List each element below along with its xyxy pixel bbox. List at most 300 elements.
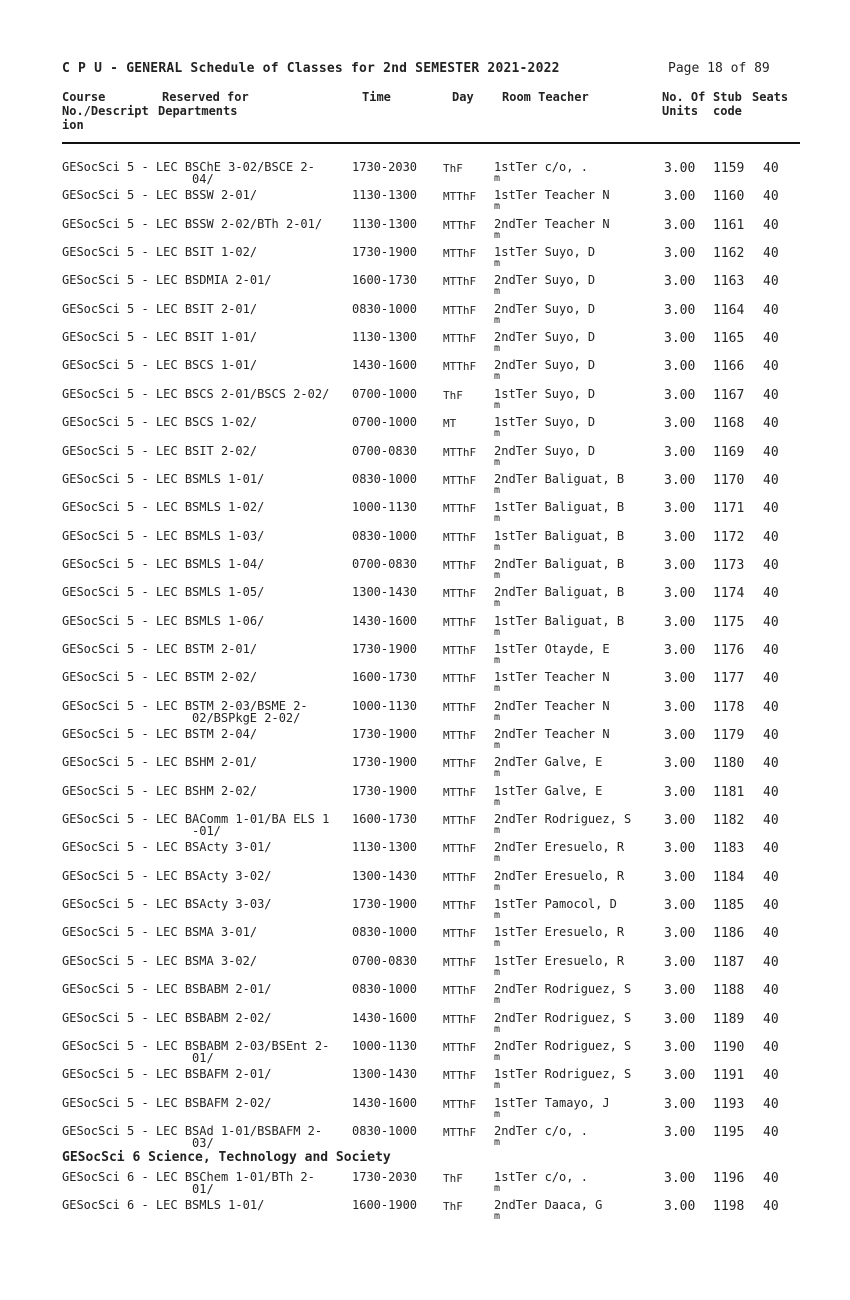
cell-seats: 40 [763,869,779,885]
cell-seats: 40 [763,189,779,205]
cell-day: ThF [443,388,463,402]
col-header-units-line1: No. Of [662,90,706,104]
cell-room-wrap: m [494,456,501,468]
table-row [0,330,850,358]
cell-units: 3.00 [664,557,696,573]
cell-room-teacher: 1stTer Baliguat, B [494,613,625,628]
table-row [0,273,850,301]
cell-day: MTThF [443,672,477,686]
cell-room-teacher: 2ndTer Teacher N [494,698,610,713]
table-row [0,1198,850,1226]
cell-stub-code: 1162 [713,246,745,262]
cell-course: GESocSci 5 - LEC BSActy 3-02/ [62,868,272,883]
cell-units: 3.00 [664,387,696,403]
cell-course-cont: 01/ [192,1050,214,1065]
cell-seats: 40 [763,699,779,715]
col-header-stub-line1: Stub [713,90,742,104]
cell-day: MTThF [443,927,477,941]
cell-time: 1430-1600 [352,613,418,628]
cell-units: 3.00 [664,756,696,772]
cell-time: 0700-0830 [352,443,418,458]
cell-room-wrap: m [494,881,501,893]
cell-time: 1730-2030 [352,1170,418,1184]
cell-room-teacher: 1stTer Tamayo, J [494,1095,610,1110]
col-header-reserved [162,90,249,104]
cell-day: MTThF [443,1125,477,1139]
cell-seats: 40 [763,1096,779,1112]
cell-room-wrap: m [494,314,501,326]
col-header-course-line2: No./Descript [62,104,149,118]
cell-units: 3.00 [664,217,696,233]
cell-day: MTThF [443,785,477,799]
cell-time: 1730-1900 [352,727,418,741]
cell-time: 1300-1430 [352,868,418,883]
cell-seats: 40 [763,161,779,176]
cell-stub-code: 1193 [713,1096,745,1112]
cell-units: 3.00 [664,1039,696,1055]
cell-room-teacher: 2ndTer c/o, . [494,1123,588,1138]
cell-day: MTThF [443,502,477,516]
cell-stub-code: 1166 [713,359,745,375]
cell-room-wrap: m [494,626,501,638]
table-row [0,160,850,188]
cell-course: GESocSci 5 - LEC BSCS 2-01/BSCS 2-02/ [62,386,330,401]
cell-room-teacher: 2ndTer Rodriguez, S [494,812,632,827]
cell-course: GESocSci 5 - LEC BSBAFM 2-01/ [62,1067,272,1082]
cell-day: MTThF [443,445,477,459]
cell-seats: 40 [763,841,779,857]
cell-units: 3.00 [664,642,696,658]
cell-room-teacher: 2ndTer Teacher N [494,216,610,231]
cell-time: 0830-1000 [352,982,418,997]
cell-course: GESocSci 5 - LEC BSMLS 1-06/ [62,613,265,628]
table-row [0,699,850,727]
table-row [0,1096,850,1124]
cell-stub-code: 1167 [713,387,745,403]
cell-stub-code: 1185 [713,898,745,914]
cell-stub-code: 1195 [713,1124,745,1140]
cell-room-teacher: 1stTer Rodriguez, S [494,1067,632,1082]
cell-time: 0700-0830 [352,556,418,571]
table-row [0,529,850,557]
table-row [0,444,850,472]
cell-room-wrap: m [494,1136,501,1148]
cell-room-teacher: 2ndTer Suyo, D [494,443,596,458]
cell-day: MTThF [443,360,477,374]
cell-seats: 40 [763,926,779,942]
cell-units: 3.00 [664,728,696,743]
table-row [0,500,850,528]
cell-course: GESocSci 5 - LEC BSBABM 2-02/ [62,1010,272,1025]
table-row [0,1011,850,1039]
table-row [0,302,850,330]
cell-time: 1130-1300 [352,188,418,203]
cell-course-cont: 02/BSPkgE 2-02/ [192,710,301,725]
cell-stub-code: 1169 [713,444,745,460]
col-header-stub-line2: code [713,104,742,118]
cell-day: MTThF [443,332,477,346]
cell-stub-code: 1196 [713,1171,745,1186]
cell-time: 1430-1600 [352,1095,418,1110]
cell-room-teacher: 2ndTer Teacher N [494,727,610,741]
cell-course: GESocSci 5 - LEC BSBAFM 2-02/ [62,1095,272,1110]
cell-day: MTThF [443,643,477,657]
cell-seats: 40 [763,1124,779,1140]
cell-day: MTThF [443,247,477,261]
cell-seats: 40 [763,813,779,829]
cell-stub-code: 1191 [713,1068,745,1084]
cell-room-teacher: 1stTer Pamocol, D [494,897,617,912]
cell-stub-code: 1178 [713,699,745,715]
cell-course: GESocSci 5 - LEC BSMA 3-01/ [62,925,258,940]
cell-room-wrap: m [494,513,501,525]
cell-room-wrap: m [494,1080,501,1092]
cell-day: MTThF [443,814,477,828]
cell-course: GESocSci 5 - LEC BSAd 1-01/BSBAFM 2- [62,1123,323,1138]
cell-room-teacher: 1stTer c/o, . [494,1170,588,1184]
cell-course: GESocSci 5 - LEC BSTM 2-01/ [62,641,258,656]
table-row [0,1124,850,1152]
cell-room-teacher: 1stTer Otayde, E [494,641,610,656]
cell-day: ThF [443,1172,463,1185]
cell-course: GESocSci 5 - LEC BSIT 2-02/ [62,443,258,458]
cell-day: MTThF [443,1069,477,1083]
cell-seats: 40 [763,359,779,375]
cell-day: MTThF [443,757,477,771]
table-row [0,245,850,273]
cell-course-cont: -01/ [192,824,221,839]
cell-time: 1000-1130 [352,500,418,515]
cell-room-wrap: m [494,1183,501,1194]
cell-course: GESocSci 5 - LEC BSMLS 1-03/ [62,528,265,543]
cell-units: 3.00 [664,274,696,290]
cell-room-teacher: 1stTer Eresuelo, R [494,953,625,968]
cell-day: MTThF [443,190,477,204]
cell-units: 3.00 [664,529,696,545]
cell-units: 3.00 [664,472,696,488]
cell-time: 1730-2030 [352,160,418,174]
cell-time: 1130-1300 [352,840,418,855]
cell-units: 3.00 [664,671,696,687]
cell-room-wrap: m [494,484,501,496]
cell-room-teacher: 1stTer Galve, E [494,783,603,798]
cell-room-teacher: 1stTer Suyo, D [494,415,596,430]
cell-seats: 40 [763,331,779,347]
cell-day: MTThF [443,473,477,487]
cell-day: MTThF [443,842,477,856]
cell-course-cont: 04/ [192,172,214,186]
cell-stub-code: 1165 [713,331,745,347]
cell-stub-code: 1161 [713,217,745,233]
cell-day: MTThF [443,1097,477,1111]
cell-time: 1300-1430 [352,1067,418,1082]
cell-course: GESocSci 6 - LEC BSChem 1-01/BTh 2- [62,1170,315,1184]
cell-course: GESocSci 5 - LEC BSIT 2-01/ [62,301,258,316]
cell-course: GESocSci 5 - LEC BSTM 2-03/BSME 2- [62,698,308,713]
cell-units: 3.00 [664,246,696,262]
cell-course: GESocSci 5 - LEC BSMLS 1-01/ [62,471,265,486]
cell-units: 3.00 [664,444,696,460]
cell-course: GESocSci 5 - LEC BSIT 1-01/ [62,330,258,345]
table-row [0,188,850,216]
cell-time: 1600-1730 [352,273,418,288]
cell-seats: 40 [763,1039,779,1055]
cell-day: ThF [443,1200,463,1213]
cell-stub-code: 1160 [713,189,745,205]
cell-course: GESocSci 5 - LEC BSSW 2-01/ [62,188,258,203]
cell-course-cont: 03/ [192,1135,214,1150]
cell-seats: 40 [763,217,779,233]
cell-room-teacher: 1stTer Baliguat, B [494,500,625,515]
table-row [0,869,850,897]
cell-room-wrap: m [494,910,501,922]
cell-time: 0700-0830 [352,953,418,968]
cell-day: MTThF [443,303,477,317]
cell-course: GESocSci 5 - LEC BAComm 1-01/BA ELS 1 [62,812,330,827]
cell-room-teacher: 1stTer c/o, . [494,160,588,174]
col-header-course [62,90,149,132]
cell-stub-code: 1177 [713,671,745,687]
table-row [0,642,850,670]
cell-room-wrap: m [494,768,501,780]
cell-units: 3.00 [664,784,696,800]
cell-room-wrap: m [494,995,501,1007]
cell-seats: 40 [763,756,779,772]
cell-day: ThF [443,162,463,175]
cell-room-wrap: m [494,825,501,837]
cell-seats: 40 [763,1171,779,1186]
cell-course: GESocSci 5 - LEC BSBABM 2-01/ [62,982,272,997]
cell-seats: 40 [763,614,779,630]
cell-seats: 40 [763,954,779,970]
cell-day: MTThF [443,729,477,742]
cell-course: GESocSci 5 - LEC BSCS 1-01/ [62,358,258,373]
cell-room-teacher: 2ndTer Eresuelo, R [494,868,625,883]
cell-course-cont: 01/ [192,1182,214,1196]
cell-stub-code: 1163 [713,274,745,290]
cell-seats: 40 [763,1199,779,1214]
cell-units: 3.00 [664,813,696,829]
cell-room-wrap: m [494,286,501,298]
cell-units: 3.00 [664,331,696,347]
cell-time: 1130-1300 [352,216,418,231]
cell-course: GESocSci 5 - LEC BSDMIA 2-01/ [62,273,272,288]
cell-day: MTThF [443,955,477,969]
cell-units: 3.00 [664,841,696,857]
cell-units: 3.00 [664,614,696,630]
cell-seats: 40 [763,246,779,262]
cell-day: MTThF [443,870,477,884]
cell-seats: 40 [763,274,779,290]
cell-stub-code: 1170 [713,472,745,488]
cell-seats: 40 [763,557,779,573]
cell-stub-code: 1173 [713,557,745,573]
cell-units: 3.00 [664,1096,696,1112]
cell-units: 3.00 [664,983,696,999]
cell-time: 1000-1130 [352,1038,418,1053]
cell-stub-code: 1179 [713,728,745,743]
cell-day: MTThF [443,1040,477,1054]
cell-stub-code: 1164 [713,302,745,318]
cell-room-wrap: m [494,258,501,270]
cell-day: MTThF [443,587,477,601]
col-header-units-line2: Units [662,104,699,118]
cell-time: 1600-1900 [352,1198,418,1212]
cell-units: 3.00 [664,869,696,885]
col-header-reserved-line1: Reserved for [162,90,249,104]
cell-units: 3.00 [664,189,696,205]
cell-room-wrap: m [494,229,501,241]
col-header-time: Time [362,90,391,104]
cell-room-wrap: m [494,1023,501,1035]
cell-room-wrap: m [494,853,501,865]
cell-stub-code: 1181 [713,784,745,800]
cell-room-teacher: 1stTer Suyo, D [494,245,596,260]
cell-day: MTThF [443,899,477,913]
cell-course: GESocSci 5 - LEC BSMLS 1-04/ [62,556,265,571]
cell-units: 3.00 [664,501,696,517]
cell-units: 3.00 [664,926,696,942]
cell-room-wrap: m [494,541,501,553]
table-row [0,840,850,868]
cell-seats: 40 [763,1011,779,1027]
cell-room-wrap: m [494,399,501,411]
table-row [0,670,850,698]
cell-room-teacher: 2ndTer Rodriguez, S [494,1038,632,1053]
cell-time: 1300-1430 [352,585,418,600]
cell-room-wrap: m [494,598,501,610]
cell-room-wrap: m [494,683,501,695]
table-row [0,387,850,415]
cell-seats: 40 [763,586,779,602]
cell-time: 1730-1900 [352,641,418,656]
cell-room-teacher: 1stTer Teacher N [494,670,610,685]
table-row [0,358,850,386]
cell-room-wrap: m [494,428,501,440]
cell-stub-code: 1183 [713,841,745,857]
cell-time: 1600-1730 [352,812,418,827]
cell-course: GESocSci 5 - LEC BSMA 3-02/ [62,953,258,968]
cell-time: 1730-1900 [352,245,418,260]
cell-seats: 40 [763,983,779,999]
cell-seats: 40 [763,444,779,460]
cell-room-wrap: m [494,654,501,666]
cell-time: 1730-1900 [352,755,418,770]
cell-seats: 40 [763,1068,779,1084]
cell-units: 3.00 [664,1068,696,1084]
cell-time: 1730-1900 [352,897,418,912]
cell-room-wrap: m [494,371,501,383]
cell-room-wrap: m [494,966,501,978]
cell-stub-code: 1182 [713,813,745,829]
cell-time: 1730-1900 [352,783,418,798]
cell-time: 1430-1600 [352,358,418,373]
table-row [0,415,850,443]
cell-room-teacher: 2ndTer Suyo, D [494,301,596,316]
cell-day: MTThF [443,275,477,289]
page-number: Page 18 of 89 [668,61,770,76]
col-header-departments [158,104,237,118]
table-row [0,557,850,585]
cell-room-teacher: 1stTer Teacher N [494,188,610,203]
cell-room-teacher: 2ndTer Suyo, D [494,358,596,373]
cell-seats: 40 [763,387,779,403]
cell-room-teacher: 2ndTer Rodriguez, S [494,1010,632,1025]
cell-units: 3.00 [664,161,696,176]
cell-stub-code: 1172 [713,529,745,545]
table-row [0,784,850,812]
table-row [0,1170,850,1198]
cell-stub-code: 1159 [713,161,745,176]
table-row [0,954,850,982]
cell-stub-code: 1198 [713,1199,745,1214]
cell-units: 3.00 [664,1124,696,1140]
cell-stub-code: 1175 [713,614,745,630]
cell-units: 3.00 [664,586,696,602]
cell-day: MTThF [443,558,477,572]
cell-day: MTThF [443,700,477,714]
col-header-stub [713,90,742,118]
cell-stub-code: 1189 [713,1011,745,1027]
table-row [0,1039,850,1067]
cell-time: 1130-1300 [352,330,418,345]
cell-seats: 40 [763,784,779,800]
table-row [0,727,850,755]
cell-units: 3.00 [664,1199,696,1214]
table-row [0,1067,850,1095]
cell-stub-code: 1188 [713,983,745,999]
col-header-seats: Seats [752,90,789,104]
cell-seats: 40 [763,671,779,687]
page-title: C P U - GENERAL Schedule of Classes for 2nd SEMESTER 2021-2022 [62,61,560,76]
cell-day: MTThF [443,1012,477,1026]
cell-course: GESocSci 5 - LEC BSMLS 1-02/ [62,500,265,515]
cell-units: 3.00 [664,416,696,432]
cell-day: MT [443,417,457,431]
cell-room-teacher: 2ndTer Suyo, D [494,273,596,288]
cell-time: 0830-1000 [352,925,418,940]
cell-day: MTThF [443,218,477,232]
cell-units: 3.00 [664,954,696,970]
table-row [0,925,850,953]
cell-stub-code: 1186 [713,926,745,942]
table-row [0,812,850,840]
cell-course: GESocSci 5 - LEC BSHM 2-02/ [62,783,258,798]
cell-time: 1000-1130 [352,698,418,713]
col-header-reserved-line2: Departments [158,104,238,118]
table-row [0,755,850,783]
cell-stub-code: 1176 [713,642,745,658]
col-header-course-line3: ion [62,118,84,132]
cell-seats: 40 [763,728,779,743]
col-header-day: Day [452,90,474,104]
cell-seats: 40 [763,898,779,914]
cell-room-wrap: m [494,938,501,950]
cell-units: 3.00 [664,898,696,914]
subject-heading: GESocSci 6 Science, Technology and Society [62,1150,391,1165]
cell-room-wrap: m [494,1108,501,1120]
table-row [0,472,850,500]
cell-stub-code: 1190 [713,1039,745,1055]
cell-room-teacher: 2ndTer Baliguat, B [494,556,625,571]
cell-time: 0700-1000 [352,415,418,430]
table-row [0,614,850,642]
table-row [0,897,850,925]
cell-seats: 40 [763,529,779,545]
cell-room-teacher: 1stTer Suyo, D [494,386,596,401]
cell-day: MTThF [443,984,477,998]
cell-seats: 40 [763,472,779,488]
